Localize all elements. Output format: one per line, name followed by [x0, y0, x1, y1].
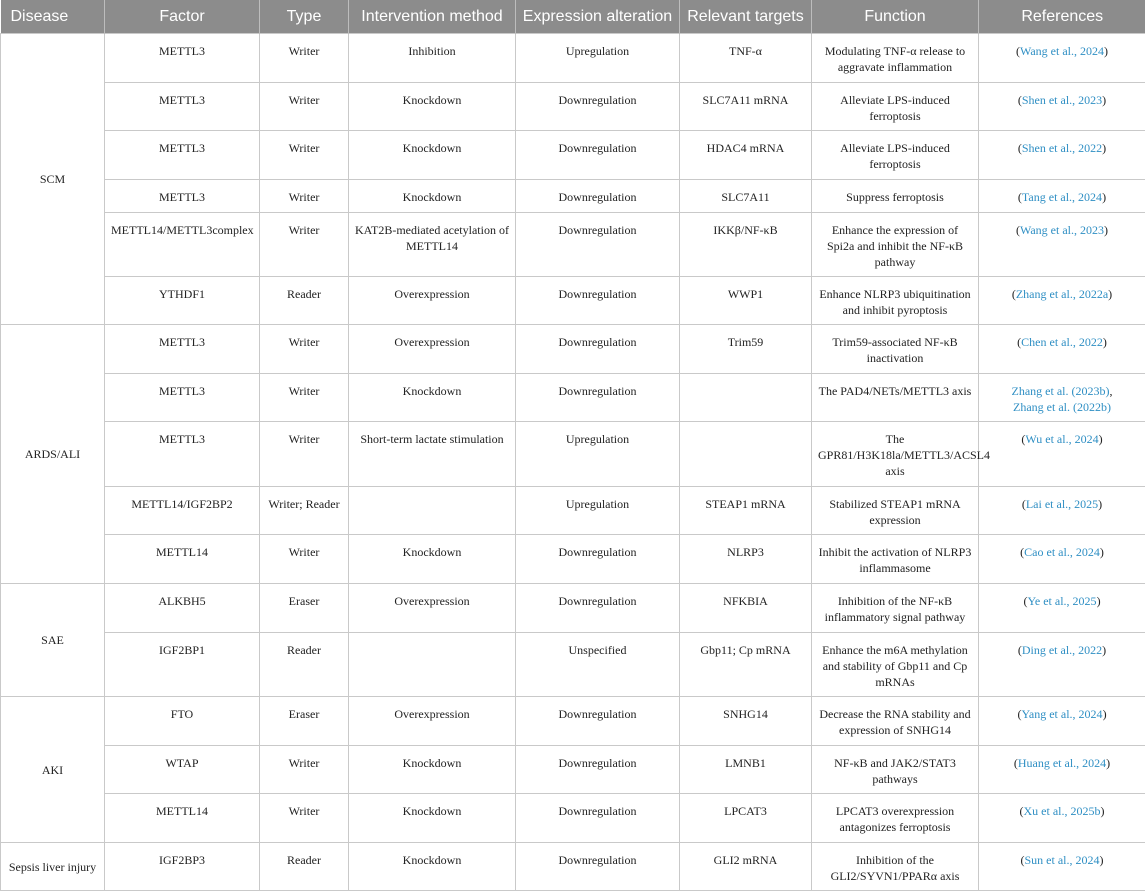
expression-alteration-cell: Downregulation	[516, 277, 680, 325]
table-row	[1, 746, 1145, 794]
function-cell: Modulating TNF-α release to aggravate inflammation	[812, 34, 979, 83]
factor-cell: YTHDF1	[105, 277, 260, 325]
factor-cell: METTL3	[105, 422, 260, 487]
relevant-targets-cell: IKKβ/NF-κB	[680, 213, 812, 277]
expression-alteration-cell: Upregulation	[516, 487, 680, 535]
intervention-method-cell	[349, 633, 516, 697]
relevant-targets-cell: LMNB1	[680, 746, 812, 794]
function-cell: The PAD4/NETs/METTL3 axis	[812, 374, 979, 422]
relevant-targets-cell: SNHG14	[680, 697, 812, 746]
references-cell: (Xu et al., 2025b)	[979, 794, 1145, 843]
reference-link[interactable]: Shen et al., 2022	[1021, 141, 1103, 155]
type-cell: Writer	[260, 374, 349, 422]
relevant-targets-cell: HDAC4 mRNA	[680, 131, 812, 180]
factor-cell: METTL14	[105, 794, 260, 843]
function-cell: Alleviate LPS-induced ferroptosis	[812, 83, 979, 131]
header-row	[1, 0, 1145, 34]
relevant-targets-cell: STEAP1 mRNA	[680, 487, 812, 535]
reference-link[interactable]: Shen et al., 2023	[1021, 93, 1103, 107]
factor-cell: IGF2BP3	[105, 843, 260, 891]
type-cell: Writer	[260, 794, 349, 843]
references-cell: (Shen et al., 2023)	[979, 83, 1145, 131]
expression-alteration-cell: Downregulation	[516, 131, 680, 180]
function-cell: Enhance the expression of Spi2a and inhibit the NF-κB pathway	[812, 213, 979, 277]
expression-alteration-cell: Downregulation	[516, 83, 680, 131]
factor-cell: FTO	[105, 697, 260, 746]
disease-cell: SAE	[1, 584, 105, 697]
type-cell: Writer	[260, 34, 349, 83]
relevant-targets-cell: LPCAT3	[680, 794, 812, 843]
table-row	[1, 487, 1145, 535]
function-cell: Inhibition of the GLI2/SYVN1/PPARα axis	[812, 843, 979, 891]
expression-alteration-cell: Downregulation	[516, 794, 680, 843]
intervention-method-cell: Knockdown	[349, 746, 516, 794]
expression-alteration-cell: Upregulation	[516, 422, 680, 487]
references-cell: (Cao et al., 2024)	[979, 535, 1145, 584]
expression-alteration-cell: Downregulation	[516, 325, 680, 374]
references-cell: (Wang et al., 2023)	[979, 213, 1145, 277]
relevant-targets-cell: GLI2 mRNA	[680, 843, 812, 891]
type-cell: Reader	[260, 633, 349, 697]
factor-cell: METTL3	[105, 374, 260, 422]
table-row	[1, 697, 1145, 746]
intervention-method-cell: KAT2B-mediated acetylation of METTL14	[349, 213, 516, 277]
reference-link[interactable]: Zhang et al. (2022b)	[1013, 400, 1111, 414]
function-cell: Stabilized STEAP1 mRNA expression	[812, 487, 979, 535]
disease-cell: ARDS/ALI	[1, 325, 105, 584]
table-row	[1, 584, 1145, 633]
relevant-targets-cell: NLRP3	[680, 535, 812, 584]
reference-link[interactable]: Ye et al., 2025	[1027, 594, 1097, 608]
expression-alteration-cell: Downregulation	[516, 746, 680, 794]
factor-cell: ALKBH5	[105, 584, 260, 633]
type-cell: Writer	[260, 213, 349, 277]
expression-alteration-cell: Downregulation	[516, 213, 680, 277]
intervention-method-cell: Knockdown	[349, 131, 516, 180]
references-cell: (Chen et al., 2022)	[979, 325, 1145, 374]
function-cell: Alleviate LPS-induced ferroptosis	[812, 131, 979, 180]
factor-cell: WTAP	[105, 746, 260, 794]
relevant-targets-cell	[680, 374, 812, 422]
type-cell: Writer	[260, 535, 349, 584]
function-cell: NF-κB and JAK2/STAT3 pathways	[812, 746, 979, 794]
references-cell: (Huang et al., 2024)	[979, 746, 1145, 794]
intervention-method-cell: Knockdown	[349, 374, 516, 422]
expression-alteration-cell: Downregulation	[516, 180, 680, 213]
factor-cell: METTL3	[105, 325, 260, 374]
reference-link[interactable]: Wang et al., 2023	[1019, 223, 1104, 237]
function-cell: Inhibit the activation of NLRP3 inflammasome	[812, 535, 979, 584]
table-row	[1, 325, 1145, 374]
type-cell: Writer	[260, 746, 349, 794]
reference-link[interactable]: Xu et al., 2025b	[1023, 804, 1101, 818]
references-cell: (Lai et al., 2025)	[979, 487, 1145, 535]
table-row	[1, 633, 1145, 697]
expression-alteration-cell: Downregulation	[516, 584, 680, 633]
relevant-targets-cell: SLC7A11	[680, 180, 812, 213]
reference-link[interactable]: Sun et al., 2024	[1024, 853, 1100, 867]
factor-cell: METTL14/IGF2BP2	[105, 487, 260, 535]
intervention-method-cell: Knockdown	[349, 180, 516, 213]
relevant-targets-cell: TNF-α	[680, 34, 812, 83]
factor-cell: METTL3	[105, 34, 260, 83]
references-cell: (Shen et al., 2022)	[979, 131, 1145, 180]
expression-alteration-cell: Downregulation	[516, 374, 680, 422]
disease-cell: Sepsis liver injury	[1, 843, 105, 891]
intervention-method-cell: Knockdown	[349, 535, 516, 584]
relevant-targets-cell: SLC7A11 mRNA	[680, 83, 812, 131]
type-cell: Eraser	[260, 697, 349, 746]
table-row	[1, 213, 1145, 277]
header-function: Function	[812, 0, 979, 34]
table-row	[1, 131, 1145, 180]
reference-link[interactable]: Lai et al., 2025	[1025, 497, 1099, 511]
table-row	[1, 180, 1145, 213]
table-row	[1, 34, 1145, 83]
table-row	[1, 794, 1145, 843]
expression-alteration-cell: Downregulation	[516, 843, 680, 891]
expression-alteration-cell: Unspecified	[516, 633, 680, 697]
intervention-method-cell: Overexpression	[349, 277, 516, 325]
reference-link[interactable]: Zhang et al. (2023b)	[1011, 384, 1110, 398]
reference-link[interactable]: Zhang et al., 2022a	[1015, 287, 1109, 301]
intervention-method-cell: Overexpression	[349, 697, 516, 746]
intervention-method-cell: Overexpression	[349, 325, 516, 374]
references-cell: (Yang et al., 2024)	[979, 697, 1145, 746]
table-row	[1, 83, 1145, 131]
relevant-targets-cell: Trim59	[680, 325, 812, 374]
intervention-method-cell	[349, 487, 516, 535]
table-row	[1, 843, 1145, 891]
header-relevant-targets: Relevant targets	[680, 0, 812, 34]
header-intervention-method: Intervention method	[349, 0, 516, 34]
factor-cell: METTL3	[105, 131, 260, 180]
disease-cell: SCM	[1, 34, 105, 325]
type-cell: Eraser	[260, 584, 349, 633]
expression-alteration-cell: Upregulation	[516, 34, 680, 83]
references-cell: (Wu et al., 2024)	[979, 422, 1145, 487]
function-cell: Inhibition of the NF-κB inflammatory signal pathway	[812, 584, 979, 633]
references-cell: (Tang et al., 2024)	[979, 180, 1145, 213]
expression-alteration-cell: Downregulation	[516, 697, 680, 746]
type-cell: Writer	[260, 83, 349, 131]
reference-link[interactable]: Yang et al., 2024	[1021, 707, 1103, 721]
type-cell: Writer	[260, 325, 349, 374]
reference-link[interactable]: Ding et al., 2022	[1021, 643, 1103, 657]
table-row	[1, 535, 1145, 584]
table-body	[1, 34, 1145, 891]
expression-alteration-cell: Downregulation	[516, 535, 680, 584]
type-cell: Writer; Reader	[260, 487, 349, 535]
type-cell: Writer	[260, 131, 349, 180]
function-cell: Enhance the m6A methylation and stability of Gbp11 and Cp mRNAs	[812, 633, 979, 697]
function-cell: Suppress ferroptosis	[812, 180, 979, 213]
function-cell: Trim59-associated NF-κB inactivation	[812, 325, 979, 374]
factor-cell: METTL14/METTL3complex	[105, 213, 260, 277]
header-disease: Disease	[1, 0, 105, 34]
factor-cell: METTL14	[105, 535, 260, 584]
intervention-method-cell: Overexpression	[349, 584, 516, 633]
factor-cell: METTL3	[105, 180, 260, 213]
type-cell: Writer	[260, 422, 349, 487]
table-row	[1, 422, 1145, 487]
intervention-method-cell: Knockdown	[349, 83, 516, 131]
intervention-method-cell: Short-term lactate stimulation	[349, 422, 516, 487]
disease-cell: AKI	[1, 697, 105, 843]
reference-link[interactable]: Wang et al., 2024	[1019, 44, 1104, 58]
references-cell: (Zhang et al., 2022a)	[979, 277, 1145, 325]
type-cell: Reader	[260, 277, 349, 325]
type-cell: Reader	[260, 843, 349, 891]
reference-link[interactable]: Cao et al., 2024	[1024, 545, 1100, 559]
intervention-method-cell: Inhibition	[349, 34, 516, 83]
references-cell: (Ding et al., 2022)	[979, 633, 1145, 697]
function-cell: Decrease the RNA stability and expression of SNHG14	[812, 697, 979, 746]
references-cell: (Ye et al., 2025)	[979, 584, 1145, 633]
relevant-targets-cell: WWP1	[680, 277, 812, 325]
intervention-method-cell: Knockdown	[349, 843, 516, 891]
reference-link[interactable]: Huang et al., 2024	[1017, 756, 1107, 770]
header-type: Type	[260, 0, 349, 34]
references-cell: (Wang et al., 2024)	[979, 34, 1145, 83]
function-cell: Enhance NLRP3 ubiquitination and inhibit pyroptosis	[812, 277, 979, 325]
header-references: References	[979, 0, 1145, 34]
relevant-targets-cell	[680, 422, 812, 487]
references-cell: Zhang et al. (2023b), Zhang et al. (2022b)	[979, 374, 1145, 422]
reference-link[interactable]: Chen et al., 2022	[1021, 335, 1103, 349]
references-cell: (Sun et al., 2024)	[979, 843, 1145, 891]
table-row	[1, 374, 1145, 422]
function-cell: LPCAT3 overexpression antagonizes ferroptosis	[812, 794, 979, 843]
type-cell: Writer	[260, 180, 349, 213]
header-expression-alteration: Expression alteration	[516, 0, 680, 34]
relevant-targets-cell: Gbp11; Cp mRNA	[680, 633, 812, 697]
reference-link[interactable]: Tang et al., 2024	[1021, 190, 1103, 204]
relevant-targets-cell: NFKBIA	[680, 584, 812, 633]
table-row	[1, 277, 1145, 325]
intervention-method-cell: Knockdown	[349, 794, 516, 843]
factor-cell: METTL3	[105, 83, 260, 131]
header-factor: Factor	[105, 0, 260, 34]
function-cell: The GPR81/H3K18la/METTL3/ACSL4 axis	[812, 422, 979, 487]
reference-link[interactable]: Wu et al., 2024	[1025, 432, 1099, 446]
factor-cell: IGF2BP1	[105, 633, 260, 697]
